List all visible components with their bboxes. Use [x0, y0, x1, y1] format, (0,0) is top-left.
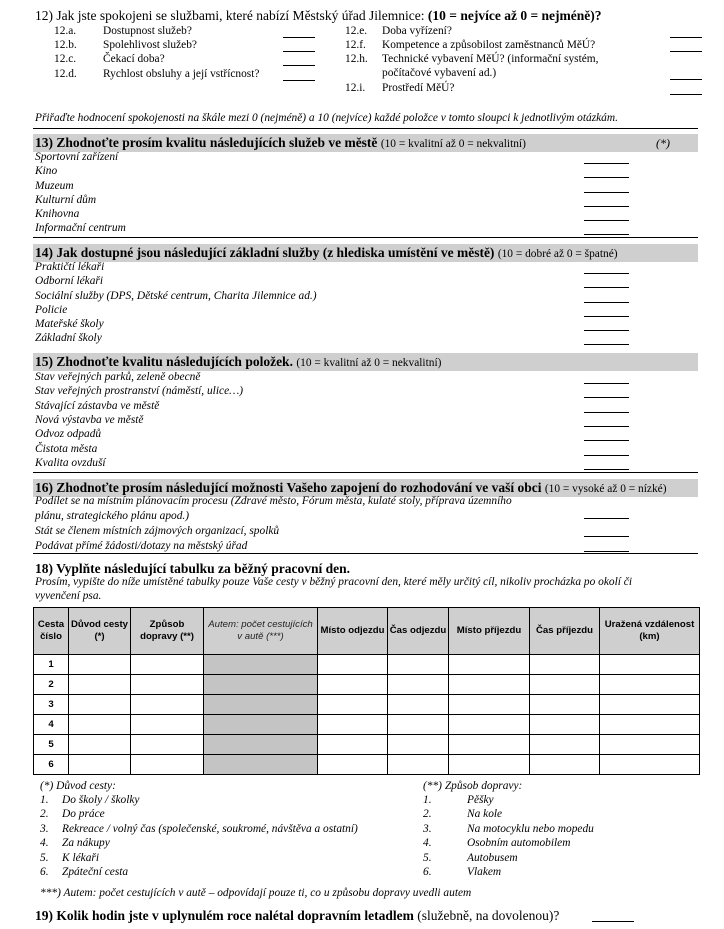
legend-number: 6. — [423, 866, 432, 878]
q16-item: Podávat přímé žádosti/dotazy na městský úřad — [35, 540, 248, 552]
legend-item: Vlakem — [467, 866, 502, 878]
q12f-answer-line[interactable] — [670, 51, 702, 52]
legend-number: 4. — [423, 837, 432, 850]
q12h-answer-line[interactable] — [670, 79, 702, 80]
table-cell-input[interactable] — [388, 735, 449, 755]
q12d-answer-line[interactable] — [283, 80, 315, 81]
table-cell-input[interactable] — [69, 675, 131, 695]
legend-number: 5. — [40, 851, 49, 864]
q12-label: Čekací doba? — [103, 53, 165, 65]
q19-note: (služebně, na dovolenou)? — [417, 908, 560, 923]
q14-answer-line[interactable] — [584, 287, 629, 288]
table-cell-input[interactable] — [449, 715, 530, 735]
q16-scale-note: (10 = vysoké až 0 = nízké) — [544, 483, 667, 495]
trips-table — [33, 607, 700, 775]
legend-number: 4. — [40, 837, 49, 850]
q13-answer-line[interactable] — [584, 163, 629, 164]
table-cell-input — [204, 735, 318, 755]
q15-scale-note: (10 = kvalitní až 0 = nekvalitní) — [296, 357, 442, 369]
q14-scale-note: (10 = dobré až 0 = špatné) — [497, 248, 618, 260]
legend-title: (*) Důvod cesty: — [40, 780, 116, 792]
legend-item: Zpáteční cesta — [62, 866, 129, 878]
q12-label: Rychlost obsluhy a její vstřícnost? — [103, 68, 260, 80]
q13-answer-line[interactable] — [584, 206, 629, 207]
table-cell-input[interactable] — [530, 675, 600, 695]
table-cell-input[interactable] — [449, 755, 530, 775]
table-cell-input[interactable] — [530, 695, 600, 715]
col-distance: Uražená vzdálenost (km) — [600, 608, 700, 655]
legend-item: Autobusem — [467, 851, 518, 864]
divider — [33, 128, 698, 129]
q12-code: 12.c. — [54, 53, 77, 65]
q13-scale-note: (10 = kvalitní až 0 = nekvalitní) — [380, 138, 526, 150]
q15-answer-line[interactable] — [584, 383, 629, 384]
table-cell-input[interactable] — [69, 755, 131, 775]
q18-instruction: Prosím, vypište do níže umístěné tabulky pouze Vaše cesty v běžný pracovní den, které měly určitý cíl, nikoliv procházka po okolí či — [35, 576, 632, 588]
q12-label: Dostupnost služeb? — [103, 25, 192, 37]
col-trip-reason: Důvod cesty (*) — [69, 608, 131, 655]
col-transport-mode: Způsob dopravy (**) — [131, 608, 204, 655]
table-cell-input — [204, 695, 318, 715]
q14-answer-line[interactable] — [584, 302, 629, 303]
q14-answer-line[interactable] — [584, 273, 629, 274]
table-cell-input — [204, 715, 318, 735]
trip-number-cell: 1 — [34, 655, 69, 675]
col-arrival-place: Místo příjezdu — [449, 608, 530, 655]
q15-heading-text: 15) Zhodnoťte kvalitu následujících položek. — [35, 354, 297, 369]
table-cell-input[interactable] — [131, 735, 204, 755]
q13-item: Informační centrum — [35, 222, 126, 234]
q13-item: Kino — [35, 165, 58, 177]
q15-item: Stav veřejných prostranství (náměstí, ulice…) — [35, 385, 244, 397]
q13-answer-line[interactable] — [584, 220, 629, 221]
q15-heading — [35, 354, 441, 370]
q12b-answer-line[interactable] — [283, 51, 315, 52]
q16-item-cont: plánu, strategického plánu apod.) — [35, 510, 190, 522]
legend-title: (**) Způsob dopravy: — [423, 780, 523, 792]
q12-scale: (10 = nejvíce až 0 = nejméně)? — [427, 8, 602, 23]
legend-item: Na kole — [467, 808, 503, 821]
table-cell-input — [204, 755, 318, 775]
legend-number: 5. — [423, 851, 432, 864]
table-cell-input[interactable] — [318, 735, 388, 755]
table-cell-input[interactable] — [600, 675, 700, 695]
q16-answer-line[interactable] — [584, 551, 629, 552]
q15-item: Stávající zástavba ve městě — [35, 400, 160, 412]
trip-number-cell: 5 — [34, 735, 69, 755]
q15-item: Odvoz odpadů — [35, 428, 102, 440]
q12c-answer-line[interactable] — [283, 65, 315, 66]
legend-item: Do práce — [62, 808, 105, 821]
table-cell-input[interactable] — [69, 715, 131, 735]
q14-answer-line[interactable] — [584, 316, 629, 317]
trip-number-cell: 2 — [34, 675, 69, 695]
table-cell-input[interactable] — [600, 735, 700, 755]
q13-item: Kulturní dům — [35, 194, 97, 206]
table-cell-input[interactable] — [530, 655, 600, 675]
q19-heading-text: 19) Kolik hodin jste v uplynulém roce nalétal dopravním letadlem — [35, 908, 418, 923]
legend-number: 3. — [40, 822, 49, 835]
q15-item: Čistota města — [35, 443, 98, 455]
q12-code: 12.h. — [345, 53, 368, 65]
q12-code: 12.i. — [345, 82, 366, 94]
q15-answer-line[interactable] — [584, 426, 629, 427]
table-cell-input[interactable] — [449, 695, 530, 715]
table-cell-input[interactable] — [131, 675, 204, 695]
legend-item: Osobním automobilem — [467, 837, 571, 850]
q12-code: 12.f. — [345, 39, 366, 51]
table-cell-input[interactable] — [131, 715, 204, 735]
q12-code: 12.b. — [54, 39, 77, 51]
q12-label: Prostředí MěÚ? — [382, 82, 455, 94]
divider — [33, 472, 698, 473]
q12-code: 12.a. — [54, 25, 77, 37]
col-trip-number: Cesta číslo — [34, 608, 69, 655]
col-car-passengers: Autem: počet cestujících v autě (***) — [204, 608, 318, 655]
q12a-answer-line[interactable] — [283, 37, 315, 38]
legend-item: Na motocyklu nebo mopedu — [467, 822, 594, 835]
table-cell-input[interactable] — [318, 655, 388, 675]
table-cell-input[interactable] — [131, 655, 204, 675]
legend-item: Rekreace / volný čas (společenské, soukromé, návštěva a ostatní) — [62, 822, 358, 835]
legend-number: 1. — [40, 794, 49, 806]
q16-item: Podílet se na místním plánovacím procesu (Zdravé město, Fórum města, kulaté stoly, příprava územního — [35, 495, 512, 507]
table-cell-input[interactable] — [318, 715, 388, 735]
q14-answer-line[interactable] — [584, 344, 629, 345]
table-cell-input[interactable] — [69, 655, 131, 675]
trip-number-cell: 4 — [34, 715, 69, 735]
table-cell-input[interactable] — [69, 695, 131, 715]
table-cell-input[interactable] — [318, 695, 388, 715]
divider — [33, 553, 698, 554]
q14-heading-band — [33, 244, 698, 262]
table-cell-input[interactable] — [388, 675, 449, 695]
q15-answer-line[interactable] — [584, 455, 629, 456]
q13-item: Knihovna — [35, 208, 80, 220]
q13-answer-line[interactable] — [584, 177, 629, 178]
table-cell-input[interactable] — [449, 675, 530, 695]
table-row — [34, 755, 700, 775]
q12-label: Spolehlivost služeb? — [103, 39, 197, 51]
legend-number: 2. — [40, 808, 49, 821]
legend-car-note: ***) Autem: počet cestujících v autě – odpovídají pouze ti, co u způsobu dopravy uvedli autem — [40, 887, 472, 899]
q13-item: Muzeum — [35, 180, 74, 192]
col-arrival-time: Čas příjezdu — [530, 608, 600, 655]
q14-heading-text: 14) Jak dostupné jsou následující základní služby (z hlediska umístění ve městě) — [35, 245, 498, 260]
table-row — [34, 695, 700, 715]
q18-heading: 18) Vyplňte následující tabulku za běžný pracovní den. — [35, 561, 351, 576]
q16-heading — [35, 480, 667, 496]
col-departure-time: Čas odjezdu — [388, 608, 449, 655]
table-cell-input[interactable] — [600, 755, 700, 775]
q12-code: 12.d. — [54, 68, 77, 80]
trip-number-cell: 6 — [34, 755, 69, 775]
q12-label: Doba vyřízení? — [382, 25, 452, 37]
table-cell-input[interactable] — [530, 735, 600, 755]
legend-number: 3. — [423, 822, 432, 835]
table-cell-input — [204, 675, 318, 695]
table-row — [34, 715, 700, 735]
table-cell-input[interactable] — [388, 655, 449, 675]
table-header-row — [34, 608, 700, 655]
q15-heading-band — [33, 353, 698, 371]
legend-item: Pěšky — [467, 794, 494, 806]
table-cell-input[interactable] — [318, 755, 388, 775]
q15-item: Kvalita ovzduší — [35, 457, 106, 469]
q12-label: Kompetence a způsobilost zaměstnanců MěÚ? — [382, 39, 596, 51]
q13-asterisk: (*) — [656, 136, 670, 150]
q14-item: Mateřské školy — [35, 318, 104, 330]
q14-answer-line[interactable] — [584, 330, 629, 331]
legend-number: 1. — [423, 794, 432, 806]
table-cell-input[interactable] — [318, 675, 388, 695]
q13-heading-band — [33, 134, 698, 152]
table-row — [34, 735, 700, 755]
q12e-answer-line[interactable] — [670, 37, 702, 38]
q15-answer-line[interactable] — [584, 469, 629, 470]
q14-item: Praktičtí lékaři — [35, 261, 105, 273]
q13-answer-line[interactable] — [584, 192, 629, 193]
legend-number: 2. — [423, 808, 432, 821]
q15-answer-line[interactable] — [584, 412, 629, 413]
table-cell-input[interactable] — [131, 695, 204, 715]
q16-answer-line[interactable] — [584, 518, 629, 519]
q15-item: Nová výstavba ve městě — [35, 414, 144, 426]
q14-heading — [35, 245, 618, 261]
q15-answer-line[interactable] — [584, 440, 629, 441]
q19-heading — [35, 908, 559, 924]
q14-item: Odborní lékaři — [35, 275, 104, 287]
table-cell-input[interactable] — [388, 755, 449, 775]
divider — [33, 237, 698, 238]
q15-item: Stav veřejných parků, zeleně obecně — [35, 371, 201, 383]
q14-item: Základní školy — [35, 332, 102, 344]
table-cell-input[interactable] — [600, 655, 700, 675]
table-row — [34, 655, 700, 675]
q12-code: 12.e. — [345, 25, 368, 37]
legend-item: Za nákupy — [62, 837, 110, 850]
trip-number-cell: 3 — [34, 695, 69, 715]
table-cell-input[interactable] — [449, 655, 530, 675]
q12-label: Technické vybavení MěÚ? (informační systém, — [382, 53, 599, 65]
q18-instruction-cont: vyvenčení psa. — [35, 590, 102, 602]
q13-heading-text: 13) Zhodnoťte prosím kvalitu následujících služeb ve městě — [35, 135, 381, 150]
q13-answer-line[interactable] — [584, 234, 629, 235]
table-cell-input[interactable] — [530, 715, 600, 735]
col-departure-place: Místo odjezdu — [318, 608, 388, 655]
table-cell-input[interactable] — [131, 755, 204, 775]
q16-answer-line[interactable] — [584, 536, 629, 537]
table-cell-input[interactable] — [449, 735, 530, 755]
table-row — [34, 675, 700, 695]
table-cell-input[interactable] — [600, 695, 700, 715]
table-cell-input[interactable] — [530, 755, 600, 775]
legend-number: 6. — [40, 866, 49, 878]
q12-instruction: Přiřaďte hodnocení spokojenosti na škále mezi 0 (nejméně) a 10 (nejvíce) každé položce v tomto sloupci k jednotlivým otázkám. — [35, 112, 618, 124]
q19-answer-line[interactable] — [592, 921, 634, 922]
legend-item: Do školy / školky — [62, 794, 140, 806]
q16-heading-text: 16) Zhodnoťte prosím následující možnosti Vašeho zapojení do rozhodování ve vaší obci — [35, 480, 545, 495]
q14-item: Policie — [35, 304, 68, 316]
q12i-answer-line[interactable] — [670, 94, 702, 95]
q16-item: Stát se členem místních zájmových organizací, spolků — [35, 525, 280, 537]
legend-item: K lékaři — [62, 851, 100, 864]
table-cell-input — [204, 655, 318, 675]
q12-label-cont: počítačové vybavení ad.) — [382, 67, 497, 79]
q13-item: Sportovní zařízení — [35, 151, 119, 163]
q12-heading — [35, 8, 602, 24]
table-cell-input[interactable] — [388, 715, 449, 735]
q12-title: 12) Jak jste spokojeni se službami, které nabízí Městský úřad Jilemnice: — [35, 8, 428, 23]
table-cell-input[interactable] — [69, 735, 131, 755]
q13-heading — [35, 135, 526, 151]
trips-table-body — [34, 655, 700, 775]
table-cell-input[interactable] — [388, 695, 449, 715]
table-cell-input[interactable] — [600, 715, 700, 735]
q14-item: Sociální služby (DPS, Dětské centrum, Charita Jilemnice ad.) — [35, 290, 317, 302]
q15-answer-line[interactable] — [584, 397, 629, 398]
